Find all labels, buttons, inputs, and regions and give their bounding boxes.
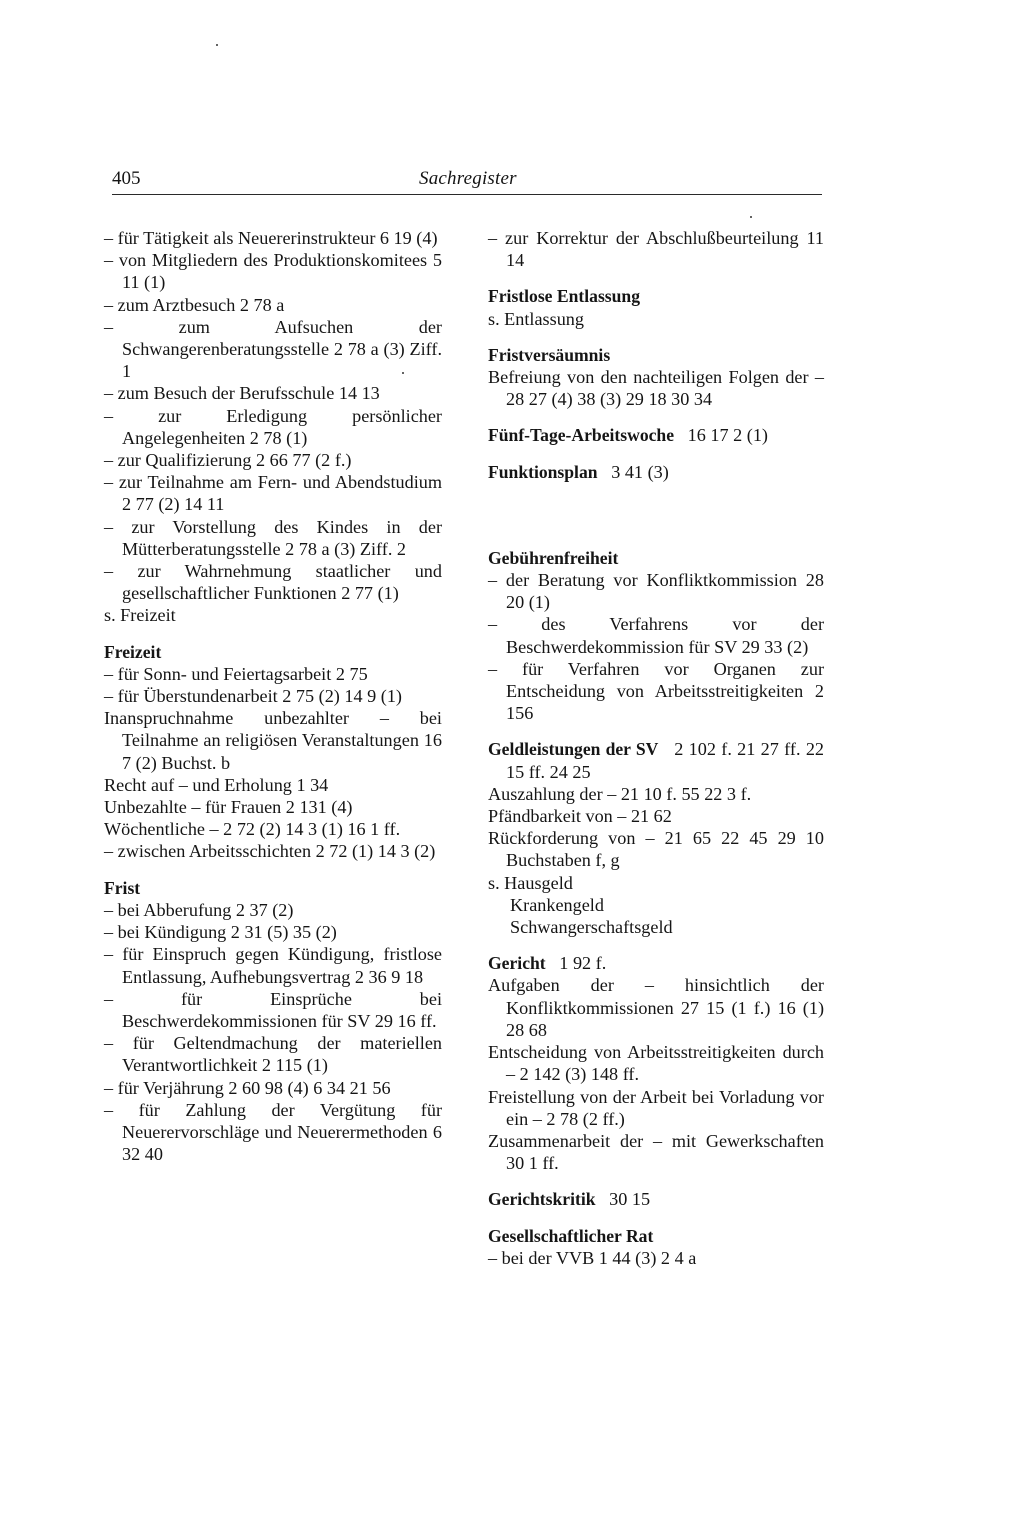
index-entry-continued-left (104, 227, 442, 627)
scan-speck (402, 372, 404, 374)
index-line: – zwischen Arbeitsschichten 2 72 (1) 14 3 (2) (104, 841, 436, 862)
index-line: Pfändbarkeit von – 21 62 (488, 806, 672, 827)
entry-refs: 16 17 2 (1) (687, 425, 768, 446)
entry-heading: Freizeit (104, 641, 162, 662)
index-line: Aufgaben der – hinsichtlich der Konfliktkommissionen 27 15 (1 f.) 16 (1) 28 68 (488, 975, 824, 1040)
scan-speck (750, 216, 752, 218)
index-line: Freistellung von der Arbeit bei Vorladung vor ein – 2 78 (2 ff.) (488, 1086, 824, 1129)
index-line: – für Sonn- und Feiertagsarbeit 2 75 (104, 663, 368, 684)
left-column (104, 227, 442, 1165)
index-line: – bei Kündigung 2 31 (5) 35 (2) (104, 922, 337, 943)
index-line: Entscheidung von Arbeitsstreitigkeiten durch – 2 142 (3) 148 ff. (488, 1042, 824, 1085)
entry-heading: Gericht (488, 953, 546, 974)
index-line: – bei Abberufung 2 37 (2) (104, 899, 294, 920)
index-line (488, 424, 824, 446)
entry-refs: 3 41 (3) (611, 461, 669, 482)
index-line: – des Verfahrens vor der Beschwerdekommission für SV 29 33 (2) (488, 614, 824, 657)
index-line: – zur Teilnahme am Fern- und Abendstudium 2 77 (2) 14 11 (104, 472, 442, 515)
index-line: s. Hausgeld (488, 872, 573, 893)
index-line: – zur Vorstellung des Kindes in der Mütterberatungsstelle 2 78 a (3) Ziff. 2 (104, 516, 442, 559)
index-entry-fuenf-tage-arbeitswoche (488, 424, 824, 446)
index-entry-gerichtskritik (488, 1188, 824, 1210)
entry-heading: Frist (104, 877, 141, 898)
index-line: Inanspruchnahme unbezahlter – bei Teilnahme an religiösen Veranstaltungen 16 7 (2) Buchst. b (104, 708, 442, 773)
index-entry-funktionsplan (488, 461, 824, 483)
index-line: – zum Aufsuchen der Schwangerenberatungsstelle 2 78 a (3) Ziff. 1 (104, 316, 442, 382)
index-line: – der Beratung vor Konfliktkommission 28 20 (1) (488, 570, 824, 613)
index-line: – zur Qualifizierung 2 66 77 (2 f.) (104, 450, 352, 471)
index-line: Unbezahlte – für Frauen 2 131 (4) (104, 797, 353, 818)
index-line: s. Entlassung (488, 308, 584, 329)
scan-speck (216, 44, 218, 46)
index-line: – bei der VVB 1 44 (3) 2 4 a (488, 1247, 697, 1268)
index-line: Befreiung von den nachteiligen Folgen der – 28 27 (4) 38 (3) 29 18 30 34 (488, 367, 824, 410)
index-line (488, 738, 824, 782)
index-line: Auszahlung der – 21 10 f. 55 22 3 f. (488, 783, 752, 804)
index-line: – von Mitgliedern des Produktionskomitees 5 11 (1) (104, 250, 442, 293)
index-entry-geldleistungen (488, 738, 824, 938)
index-entry-frist (104, 877, 442, 1166)
entry-heading: Geldleistungen der SV (488, 739, 659, 760)
index-line: – für Tätigkeit als Neuererinstrukteur 6 19 (4) (104, 228, 438, 248)
header-rule (112, 194, 822, 195)
index-line (488, 461, 824, 483)
index-line: – für Einspruch gegen Kündigung, fristlose Entlassung, Aufhebungsvertrag 2 36 9 18 (104, 944, 442, 987)
entry-heading: Gesellschaftlicher Rat (488, 1225, 654, 1246)
right-column (488, 227, 824, 1269)
index-line: Krankengeld (510, 894, 604, 915)
index-entry-fristlose-entlassung (488, 285, 824, 329)
index-entry-gericht (488, 952, 824, 1174)
index-entry-gesellschaftlicher-rat (488, 1225, 824, 1269)
entry-heading: Fünf-Tage-Arbeitswoche (488, 425, 675, 446)
index-line: – für Zahlung der Vergütung für Neuerervorschläge und Neuerermethoden 6 32 40 (104, 1099, 442, 1165)
index-line: – für Verfahren vor Organen zur Entscheidung von Arbeitsstreitigkeiten 2 156 (488, 658, 824, 724)
index-line: Rückforderung von – 21 65 22 45 29 10 Buchstaben f, g (488, 828, 824, 871)
entry-refs: 30 15 (609, 1189, 651, 1210)
index-line: – für Einsprüche bei Beschwerdekommissionen für SV 29 16 ff. (104, 988, 442, 1031)
index-line: – für Verjährung 2 60 98 (4) 6 34 21 56 (104, 1077, 391, 1098)
index-entry-gebuehrenfreiheit (488, 547, 824, 725)
index-line: – zur Erledigung persönlicher Angelegenheiten 2 78 (1) (104, 405, 442, 448)
index-line: – für Überstundenarbeit 2 75 (2) 14 9 (1) (104, 686, 402, 707)
page-header (112, 168, 822, 196)
index-line: Zusammenarbeit der – mit Gewerkschaften 30 1 ff. (488, 1130, 824, 1174)
index-line: – zum Arztbesuch 2 78 a (104, 294, 285, 315)
index-entry-freizeit (104, 641, 442, 863)
entry-heading: Gerichtskritik (488, 1189, 596, 1210)
index-entry-continued-right (488, 227, 824, 271)
index-entry-fristversaeumnis (488, 344, 824, 411)
index-line: – zum Besuch der Berufsschule 14 13 (104, 383, 380, 404)
index-line: Wöchentliche – 2 72 (2) 14 3 (1) 16 1 ff. (104, 819, 401, 840)
entry-refs: 1 92 f. (559, 953, 607, 974)
index-line: – zur Korrektur der Abschlußbeurteilung 11 14 (488, 228, 824, 271)
page-number: 405 (112, 168, 141, 189)
index-line: s. Freizeit (104, 605, 176, 626)
entry-heading: Fristversäumnis (488, 344, 611, 365)
entry-heading: Fristlose Entlassung (488, 286, 641, 307)
index-line (488, 952, 824, 974)
index-line: – für Geltendmachung der materiellen Verantwortlichkeit 2 115 (1) (104, 1033, 442, 1076)
entry-heading: Gebührenfreiheit (488, 547, 619, 568)
running-title: Sachregister (419, 168, 517, 189)
entry-heading: Funktionsplan (488, 461, 598, 482)
index-line: Schwangerschaftsgeld (510, 917, 673, 938)
index-line: – zur Wahrnehmung staatlicher und gesellschaftlicher Funktionen 2 77 (1) (104, 561, 442, 604)
index-line: Recht auf – und Erholung 1 34 (104, 774, 329, 795)
entry-refs: 2 102 f. 21 27 ff. 22 15 ff. 24 25 (506, 739, 825, 782)
index-line (488, 1188, 824, 1210)
